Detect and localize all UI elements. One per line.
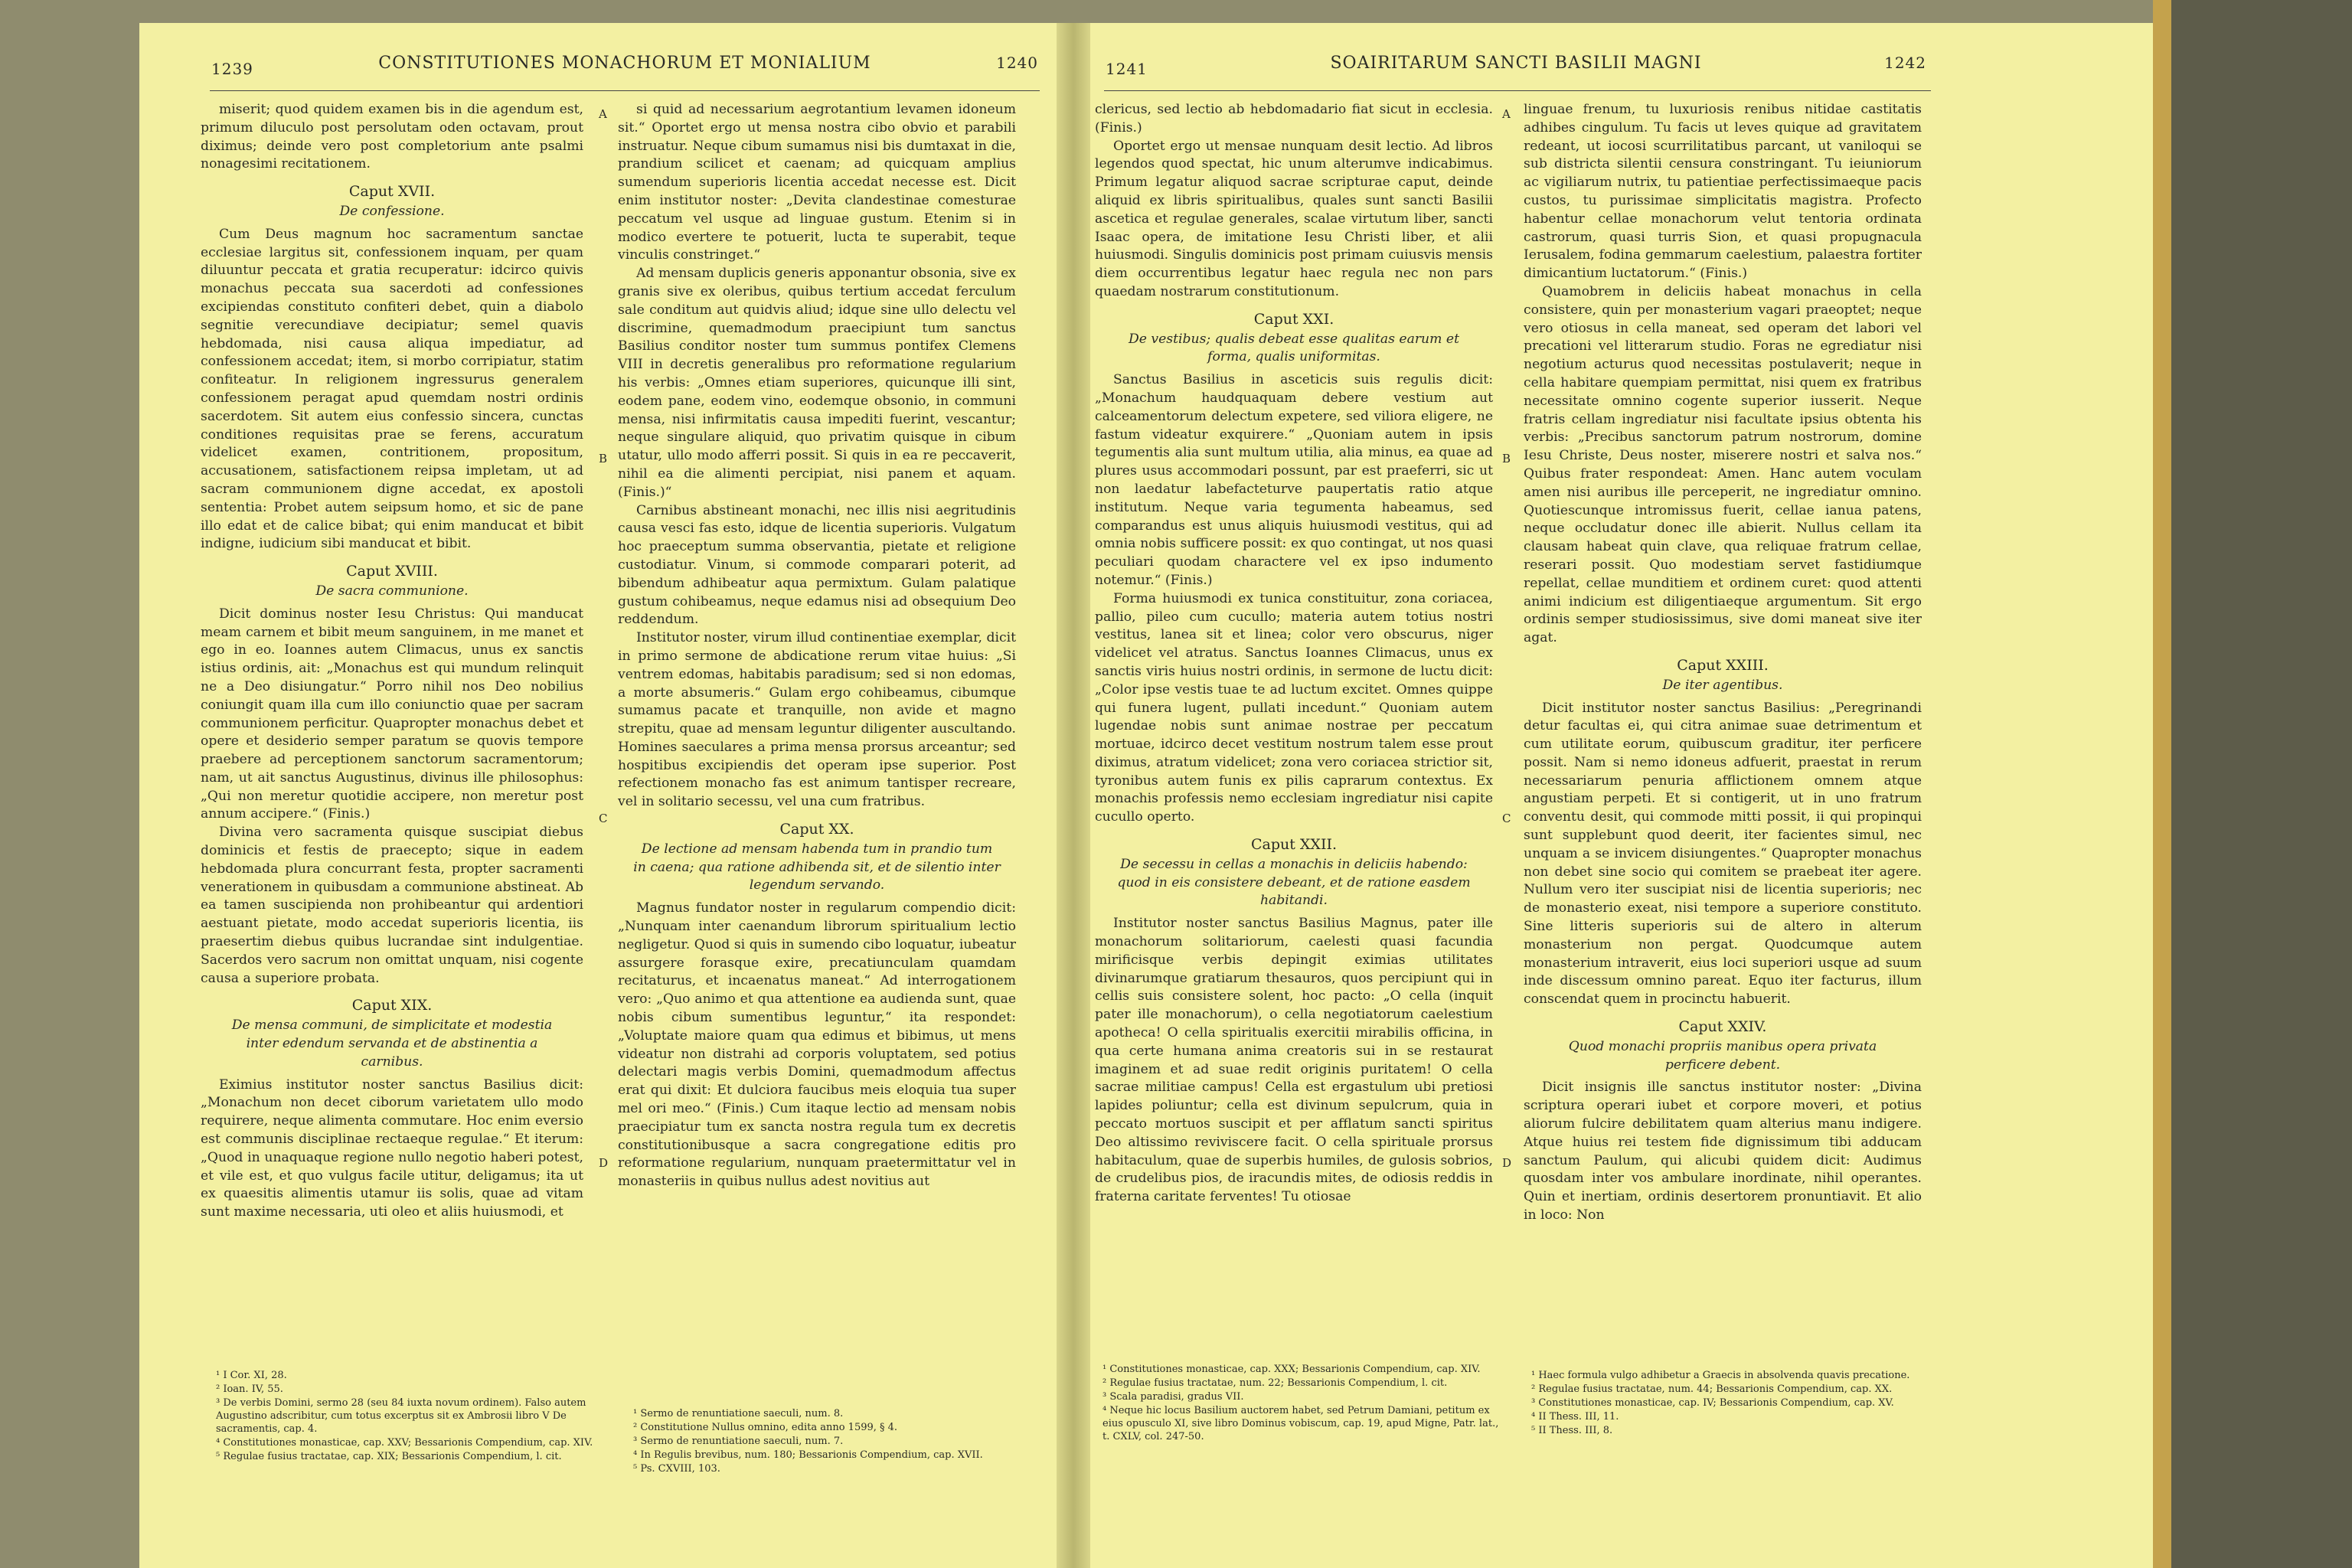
footnotes-column-2	[1531, 1369, 1929, 1438]
footnote: ⁵ Ps. CXVIII, 103.	[633, 1463, 720, 1475]
margin-letter: B	[599, 452, 608, 466]
background-right	[2171, 0, 2352, 1568]
footnote: ² Constitutione Nullus omnino, edita anno 1599, § 4.	[633, 1422, 898, 1433]
footnote: ¹ Constitutiones monasticae, cap. XXX; Bessarionis Compendium, cap. XIV.	[1102, 1364, 1481, 1375]
footnote: ³ Sermo de renuntiatione saeculi, num. 7.	[633, 1436, 844, 1447]
paragraph: Magnus fundator noster in regularum compendio dicit: „Nunquam inter caenandum librorum spiritualium lectio negligetur. Quod si quis in sumendo cibo loquatur, iubeatur assurgere forasque exire, precatiunculam quamdam recitaturus, et incaenatus maneat.“ Ad interrogationem vero: „Quo animo et qua attentione ea audienda sunt, quae nobis cibum sumentibus leguntur,“ ita respondet: „Voluptate maiore quam qua edimus et bibimus, ut mens videatur non distrahi ad corporis voluptatem, sed potius delectari magis verbis Domini, quemadmodum affectus erat qui dixit: Et dulciora faucibus meis eloquia tua super mel ori meo.“ (Finis.) Cum itaque lectio ad mensam nobis praecipiatur tum ex sancta nostra regula tum ex decretis constitutionibusque a sacra congregatione editis pro reformatione regularium, nunquam praetermittatur vel in monasteriis in quibus nullus adest novitius aut	[618, 900, 1016, 1190]
footnote: ¹ Haec formula vulgo adhibetur a Graecis in absolvenda quavis precatione.	[1531, 1370, 1910, 1381]
left-page	[201, 46, 1049, 1562]
chapter-subtitle: De sacra communione.	[315, 583, 469, 599]
text-column-2	[1524, 101, 1922, 1225]
paragraph: miserit; quod quidem examen bis in die agendum est, primum diluculo post persolutam oden octavam, prout diximus; deinde vero post completorium ante psalmi nonagesimi recitationem.	[201, 102, 583, 172]
paragraph: Institutor noster sanctus Basilius Magnus, pater ille monachorum solitariorum, caelesti quasi facundia mirificisque verbis depingit eximias utilitates divinarumque gratiarum thesauros, quos percipiunt qui in cellis suis consistere solent, hoc pacto: „O cella (inquit pater ille monachorum), o cella negotiatorum caelestium apotheca! O cella spiritualis exercitii mirabilis officina, in qua certe humana anima creatoris sui in se restaurat imaginem et ad suae redit originis puritatem! O cella sacrae militiae campus! Cella est ergastulum ubi pretiosi lapides poliuntur; cella est divinum sepulcrum, quia in peccato mortuos suscipit et per afflatum sancti spiritus Deo altissimo reviviscere facit. O cella spirituale prorsus habitaculum, quae de superbis humiles, de gulosis sobrios, de crudelibus pios, de iracundis mites, de odiosis reddis in fraterna caritate ferventes! Tu otiosae	[1095, 916, 1493, 1205]
text-column-1	[201, 101, 583, 1222]
running-title: SOAIRITARUM SANCTI BASILII MAGNI	[1330, 54, 1702, 73]
text-column-1	[1095, 101, 1493, 1207]
chapter-subtitle: De iter agentibus.	[1662, 677, 1783, 693]
footnote: ⁵ II Thess. III, 8.	[1531, 1425, 1613, 1436]
text-column-2	[618, 101, 1016, 1191]
right-page	[1095, 46, 2144, 1562]
book-gutter	[1057, 23, 1090, 1568]
chapter-heading: Caput XIX.	[351, 997, 433, 1014]
paragraph: clericus, sed lectio ab hebdomadario fiat sicut in ecclesia. (Finis.)	[1095, 102, 1493, 136]
footnote: ⁴ Neque hic locus Basilium auctorem habet, sed Petrum Damiani, petitum ex eius opusculo XI, sive libro Dominus vobiscum, cap. 19, apud Migne, Patr. lat., t. CXLV, col. 247-50.	[1102, 1405, 1499, 1442]
footnotes-column-1	[216, 1369, 599, 1464]
footnote: ³ Constitutiones monasticae, cap. IV; Bessarionis Compendium, cap. XV.	[1531, 1397, 1894, 1409]
running-header	[1095, 54, 1937, 84]
margin-letter: B	[1502, 452, 1511, 466]
chapter-heading: Caput XXIII.	[1677, 656, 1769, 674]
chapter-heading: Caput XX.	[779, 821, 854, 838]
footnote: ² Regulae fusius tractatae, num. 22; Bessarionis Compendium, l. cit.	[1102, 1377, 1448, 1389]
margin-letter: D	[599, 1156, 609, 1170]
chapter-subtitle: De mensa communi, de simplicitate et modestia inter edendum servanda et de abstinentia a carnibus.	[231, 1018, 553, 1070]
chapter-heading: Caput XXIV.	[1678, 1018, 1767, 1036]
page-edges	[2153, 0, 2171, 1568]
margin-letter: C	[599, 812, 608, 825]
footnote: ¹ I Cor. XI, 28.	[216, 1370, 287, 1381]
chapter-subtitle: De vestibus; qualis debeat esse qualitas earum et forma, qualis uniformitas.	[1129, 331, 1459, 365]
paragraph: Divina vero sacramenta quisque suscipiat diebus dominicis et festis de praecepto; sique in eadem hebdomada plura concurrant festa, propter sacramenti venerationem in quibusdam a communione abstineat. Ab ea tamen suscipienda non prohibeantur qui ardentiori aestuant pietate, modo accedat superioris licentia, iis praesertim diebus quibus lucrandae sint indulgentiae. Sacerdos vero sacrum non omittat unquam, nisi cogente causa a superiore probata.	[201, 825, 583, 986]
footnote: ¹ Sermo de renuntiatione saeculi, num. 8.	[633, 1408, 844, 1419]
footnotes-column-1	[1102, 1363, 1501, 1444]
page-number: 1239	[211, 60, 253, 78]
running-title: CONSTITUTIONES MONACHORUM ET MONIALIUM	[378, 54, 871, 73]
margin-letter: A	[599, 107, 607, 121]
chapter-subtitle: De confessione.	[339, 203, 445, 219]
footnote: ³ De verbis Domini, sermo 28 (seu 84 iuxta novum ordinem). Falso autem Augustino adscribitur, cum totus excerptus sit ex Ambrosii libro V De sacramentis, cap. 4.	[216, 1397, 586, 1435]
chapter-heading: Caput XVII.	[348, 183, 436, 201]
paragraph: Quamobrem in deliciis habeat monachus in cella consistere, quin per monasterium vagari praeoptet; neque vero otiosus in cella maneat, sed operam det labori vel precationi vel litterarum studio. Foras ne egrediatur nisi negotium acturus quod necessitas postulaverit; neque in cella habitare quempiam permittat, nisi quem ex fratribus necessitate omnino cogente superior iusserit. Neque fratris cellam ingrediatur nisi facultate ipsius obtenta his verbis: „Precibus sanctorum patrum nostrorum, domine Iesu Christe, Deus noster, miserere nostri et salva nos.“ Quibus frater respondeat: Amen. Hanc autem voculam amen nisi auribus ille perceperit, ne ingrediatur omnino. Quotiescunque intromissus fuerit, cellae ianua patens, neque occludatur donec ille abierit. Nullus cellam ita clausam habeat quin clave, qua reliquae fratrum cellae, reserari possit. Quo modestiam servet fastidiumque repellat, cellae munditiem et ordinem curet: quod attenti animi indicium est diligentiaeque argumentum. Sit ergo ordinis semper studiosissimus, sive domi maneat sive iter agat.	[1524, 283, 1922, 646]
chapter-heading: Caput XXI.	[1253, 310, 1334, 328]
paragraph: Ad mensam duplicis generis apponantur obsonia, sive ex granis sive ex oleribus, quibus tertium accedat ferculum sale conditum aut quidvis aliud; idque sine ullo delectu vel discrimine, quemadmodum praecipiunt tum sanctus Basilius conditor noster tum summus pontifex Clemens VIII in decretis generalibus pro reformatione regularium his verbis: „Omnes etiam superiores, quicunque illi sint, eodem pane, eodem vino, eodemque obsonio, in communi mensa, nisi infirmitatis causa impediti fuerint, vescantur; neque singulare aliquid, quo privatim quisque in cibum utatur, ullo modo afferri possit. Si quis in ea re peccaverit, nihil ea die alimenti percipiat, nisi panem et aquam. (Finis.)“	[618, 266, 1016, 500]
footnote: ⁴ II Thess. III, 11.	[1531, 1411, 1619, 1423]
chapter-subtitle: De lectione ad mensam habenda tum in prandio tum in caena; qua ratione adhibenda sit, et de silentio inter legendum servando.	[633, 841, 1001, 893]
footnote: ⁴ In Regulis brevibus, num. 180; Bessarionis Compendium, cap. XVII.	[633, 1449, 983, 1461]
footnote: ³ Scala paradisi, gradus VII.	[1102, 1391, 1244, 1403]
paragraph: linguae frenum, tu luxuriosis renibus nitidae castitatis adhibes cingulum. Tu facis ut leves quique ad gravitatem redeant, ut iocosi scurrilitatibus parcant, ut vaniloqui se sub districta silentii censura constringant. Tu ieiuniorum ac vigiliarum nutrix, tu patientiae perfectissimaeque pacis custos, tu purissimae simplicitatis magistra. Profecto habentur cellae monachorum velut tentoria ordinata castrorum, quasi turris Sion, et quasi propugnacula Ierusalem, fodina gemmarum caelestium, palaestra fortiter dimicantium luctatorum.“ (Finis.)	[1524, 102, 1922, 282]
footnote: ² Regulae fusius tractatae, num. 44; Bessarionis Compendium, cap. XX.	[1531, 1383, 1893, 1395]
margin-letter: A	[1502, 107, 1511, 121]
paragraph: Cum Deus magnum hoc sacramentum sanctae ecclesiae largitus sit, confessionem inquam, per quam diluuntur peccata et gratia recuperatur: idcirco quivis monachus peccata sua sacerdoti ad confessiones excipiendas constituto confiteri debet, quin a diabolo segnitie verecundiave decipiatur; semel quavis hebdomada, nisi causa aliqua impediatur, ad confessionem accedat; item, si morbo corripiatur, statim confiteatur. In religionem ingressurus generalem confessionem peragat apud quemdam nostri ordinis sacerdotem. Sit autem eius confessio sincera, cunctas conditiones requisitas prae se ferens, accuratum videlicet examen, contritionem, propositum, accusationem, satisfactionem reipsa impletam, ut ad sacram communionem digne accedat, ex apostoli sententia: Probet autem seipsum homo, et sic de pane illo edat et de calice bibat; qui enim manducat et bibit indigne, iudicium sibi manducat et bibit.	[201, 226, 583, 552]
paragraph: Forma huiusmodi ex tunica constituitur, zona coriacea, pallio, pileo cum cucullo; materia autem totius nostri vestitus, lanea sit et linea; color vero obscurus, niger videlicet vel atratus. Sanctus Ioannes Climacus, unus ex sanctis viris huius nostri ordinis, in sermone de luctu dicit: „Color ipse vestis tuae te ad luctum excitet. Omnes quippe qui funera lugent, pullati incedunt.“ Quoniam autem lugendae nobis sunt animae nostrae per peccatum mortuae, idcirco decet vestitum nostrum talem esse prout diximus, atratum videlicet; zona vero coriacea strictior sit, tyronibus autem funis ex pilis caprarum contextus. Ex monachis professis nemo ecclesiam ingrediatur nisi capite cucullo operto.	[1095, 590, 1493, 825]
paragraph: Dicit institutor noster sanctus Basilius: „Peregrinandi detur facultas ei, qui citra animae suae detrimentum et cum utilitate eorum, quibuscum graditur, iter perficere possit. Nam si nemo idoneus adfuerit, praestat in rerum necessariarum penuria afflictionem omnem atque angustiam perpeti. Et si contigerit, ut in uno fratrum conventu desit, qui commode mitti possit, ii qui propinqui sunt supplebunt quod deerit, iter facientes simul, nec unquam a se invicem disiungentes.“ Quapropter monachus non debet sine socio qui comitem se praebeat iter agere. Nullum vero iter suscipiat nisi de licentia superioris; nec de monasterio exeat, nisi tempore a superiore constituto. Sine litteris superioris sui de altero in alterum monasterium non pergat. Quodcumque autem monasterium intraverit, eius loci superiori usque ad suum inde discessum omnino pareat. Equo iter facturus, illum conscendat quem in procinctu habuerit.	[1524, 700, 1922, 1008]
page-number: 1242	[1884, 54, 1926, 72]
chapter-subtitle: De secessu in cellas a monachis in deliciis habendo: quod in eis consistere debeant, et de ratione easdem habitandi.	[1117, 856, 1471, 909]
paragraph: Dicit insignis ille sanctus institutor noster: „Divina scriptura operari iubet et corpore moveri, et potius aliorum fulcire debilitatem quam alterius manu indigere. Atque huius rei testem fide dignissimum tibi adducam sanctum Paulum, qui alicubi quidem dicit: Audimus quosdam inter vos ambulare inordinate, nihil operantes. Quin et inertiam, ordinis desertorem pronuntiavit. Et alio in loco: Non	[1524, 1080, 1922, 1223]
paragraph: Carnibus abstineant monachi, nec illis nisi aegritudinis causa vesci fas esto, idque de licentia superioris. Vulgatum hoc praeceptum summa observantia, pietate et religione custodiatur. Vinum, si commode comparari poterit, ad bibendum adhibeatur aqua permixtum. Gulam palatique gustum cohibeamus, neque edamus nisi ad obsequium Deo reddendum.	[618, 502, 1016, 628]
footnote: ⁴ Constitutiones monasticae, cap. XXV; Bessarionis Compendium, cap. XIV.	[216, 1437, 593, 1449]
page-number: 1241	[1106, 60, 1148, 78]
paragraph: Eximius institutor noster sanctus Basilius dicit: „Monachum non decet ciborum varietatem ullo modo requirere, neque alimenta commutare. Hoc enim eversio est communis disciplinae rectaeque regulae.“ Et iterum: „Quod in unaquaque regione nullo negotio haberi potest, et vile est, et quo vulgus facile utitur, deligamus; ita ut ex quaesitis alimentis utamur iis solis, quae ad vitam sunt maxime necessaria, uti oleo et aliis huiusmodi, et	[201, 1076, 583, 1220]
paragraph: si quid ad necessarium aegrotantium levamen idoneum sit.“ Oportet ergo ut mensa nostra cibo obvio et parabili instruatur. Neque cibum sumamus nisi bis dumtaxat in die, prandium scilicet et caenam; ad quicquam amplius sumendum superioris licentia accedat necesse est. Dicit enim institutor noster: „Devita clandestinae comesturae peccatum vel usque ad linguae gustum. Etenim si in modico evertere te potuerit, lucta te superabit, teque vinculis constringet.“	[618, 102, 1016, 263]
paragraph: Institutor noster, virum illud continentiae exemplar, dicit in primo sermone de abdicatione rerum vitae huius: „Si ventrem edomas, habitabis paradisum; sed si non edomas, a morte absumeris.“ Gulam ergo cohibeamus, cibumque sumamus pacate et tranquille, non avide et magno strepitu, quae ad mensam leguntur diligenter auscultando. Homines saeculares a prima mensa prorsus arceantur; sed hospitibus excipiendis det operam ipse superior. Post refectionem monacho fas est animum tantisper recreare, vel in solitario secessu, vel una cum fratribus.	[618, 630, 1016, 810]
footnotes-column-2	[633, 1407, 1031, 1476]
chapter-heading: Caput XVIII.	[346, 563, 438, 580]
header-rule	[1104, 90, 1931, 91]
margin-letter: D	[1502, 1156, 1512, 1170]
header-rule	[210, 90, 1040, 91]
paragraph: Sanctus Basilius in asceticis suis regulis dicit: „Monachum haudquaquam debere vestium aut calceamentorum delectum expetere, sed viliora eligere, ne fastum videatur exquirere.“ „Quoniam autem in ipsis tegumentis alia sunt multum utilia, alia minus, ea quae ad plures usus accommodari possunt, par est praeferri, sic ut non laedatur labefacteturve paupertatis ratio atque institutum. Neque varia tegumenta habeamus, sed comparandus est unus aliquis huiusmodi vestitus, qui ad omnia nobis sufficere possit: ex quo contingat, ut nos quasi peculiari quodam charactere vel ex ipso indumento notemur.“ (Finis.)	[1095, 372, 1493, 588]
paragraph: Dicit dominus noster Iesu Christus: Qui manducat meam carnem et bibit meum sanguinem, in me manet et ego in eo. Ioannes autem Climacus, unus ex sanctis istius ordinis, ait: „Monachus est qui mundum relinquit ne a Deo disiungatur.“ Porro nihil nos Deo nobilius coniungit quam illa cum illo coniunctio quae per sacram communionem perficitur. Quapropter monachus debet et opere et desiderio semper paratum se quovis tempore praebere ad perceptionem sanctorum sacramentorum; nam, ut ait sanctus Augustinus, divinus ille philosophus: „Qui non meretur quotidie accipere, non meretur post annum accipere.“ (Finis.)	[201, 606, 583, 822]
chapter-heading: Caput XXII.	[1250, 836, 1338, 854]
chapter-subtitle: Quod monachi propriis manibus opera privata perficere debent.	[1568, 1038, 1877, 1073]
footnote: ⁵ Regulae fusius tractatae, cap. XIX; Bessarionis Compendium, l. cit.	[216, 1451, 562, 1462]
paragraph: Oportet ergo ut mensae nunquam desit lectio. Ad libros legendos quod spectat, hic unum alterumve indicabimus. Primum legatur aliquod sacrae scripturae caput, deinde aliquid ex libris spiritualibus, quales sunt sancti Basilii ascetica et regulae generales, scalae virtutum liber, sancti Isaac opera, de imitatione Iesu Christi liber, et alii huiusmodi. Singulis dominicis post primam cuiusvis mensis diem occurrentibus legatur haec regula nec non pars quaedam nostrarum constitutionum.	[1095, 138, 1493, 299]
page-number: 1240	[996, 54, 1038, 72]
margin-letter: C	[1502, 812, 1511, 825]
running-header	[201, 54, 1049, 84]
footnote: ² Ioan. IV, 55.	[216, 1383, 283, 1395]
